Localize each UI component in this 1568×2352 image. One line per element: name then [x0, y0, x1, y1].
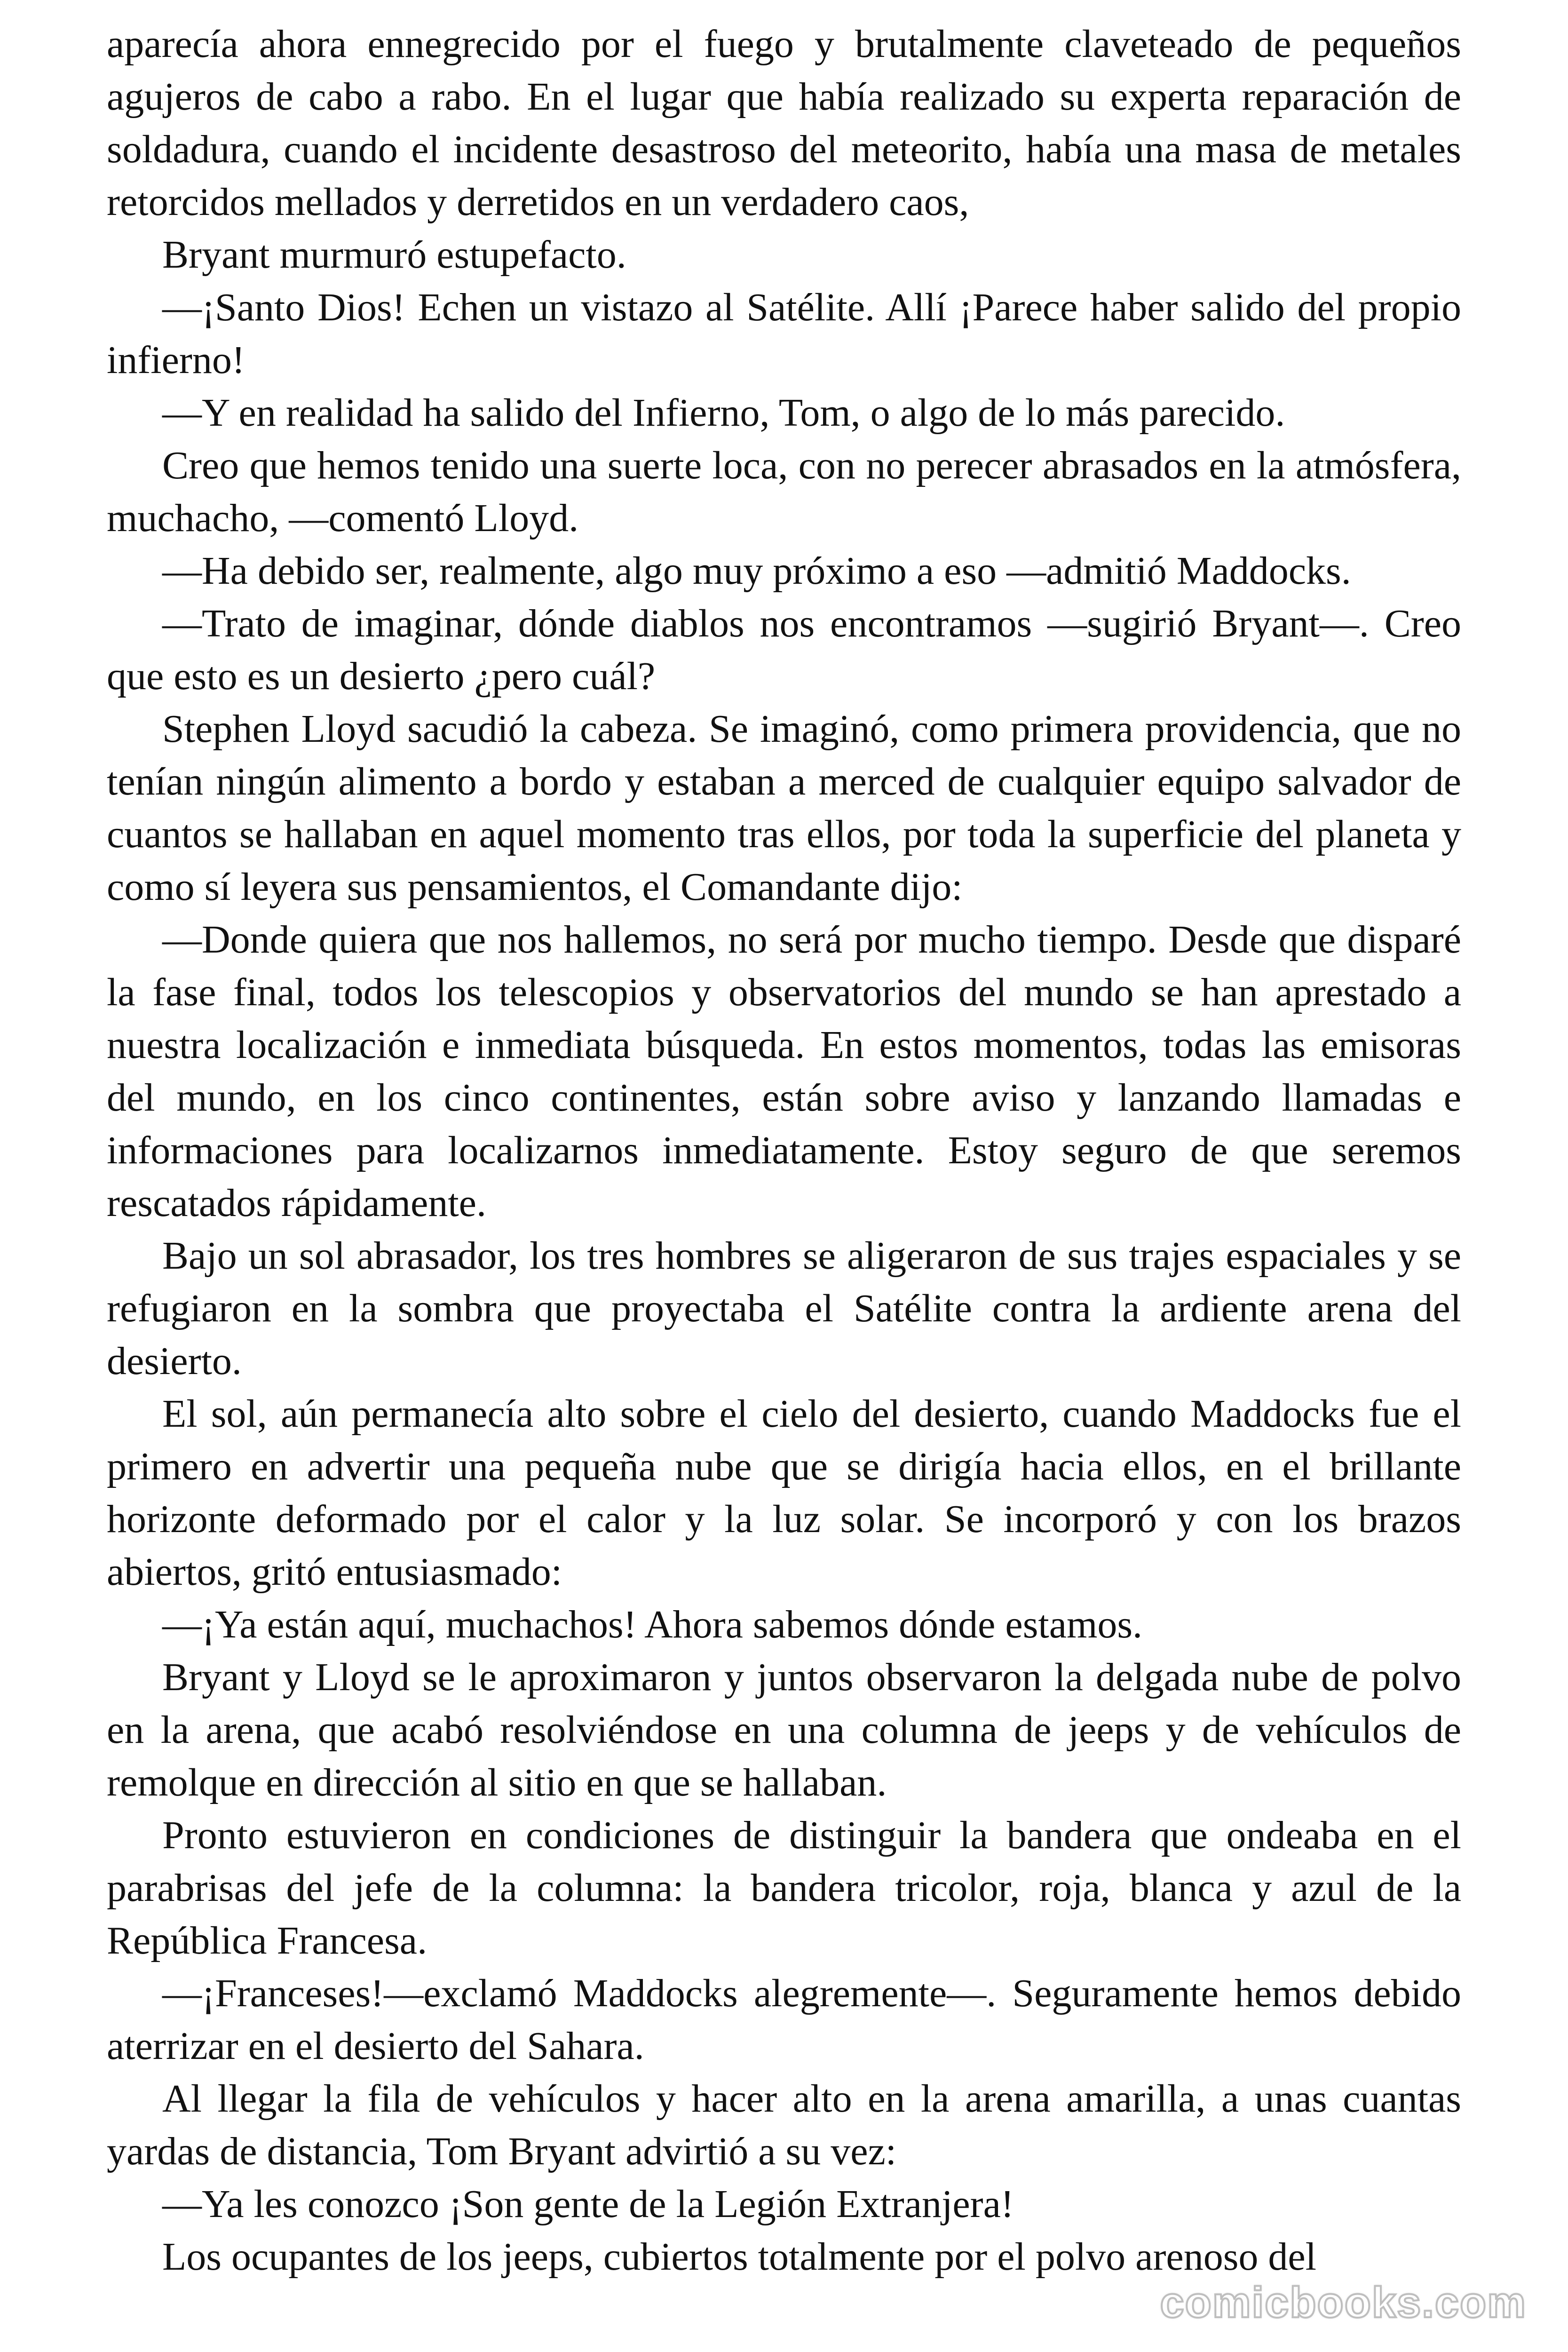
paragraph: —Donde quiera que nos hallemos, no será por mucho tiempo. Desde que disparé la fase final, todos los telescopios y observatorios del mundo se han aprestado a nuestra localización e inmediata búsqueda. En estos momentos, todas las emisoras del mundo, en los cinco continentes, están sobre aviso y lanzando llamadas e informaciones para localizarnos inmediatamente. Estoy seguro de que seremos rescatados rápidamente. — [107, 918, 1461, 1225]
paragraph: Stephen Lloyd sacudió la cabeza. Se imaginó, como primera providencia, que no tenían ningún alimento a bordo y estaban a merced de cualquier equipo salvador de cuantos se hallaban en aquel momento tras ellos, por toda la superficie del planeta y como sí leyera sus pensamientos, el Comandante dijo: — [107, 707, 1461, 909]
paragraph: —¡Santo Dios! Echen un vistazo al Satélite. Allí ¡Parece haber salido del propio infierno! — [107, 286, 1461, 382]
page-text — [107, 18, 1461, 2332]
paragraph: —¡Ya están aquí, muchachos! Ahora sabemos dónde estamos. — [162, 1603, 1143, 1646]
paragraph: Al llegar la fila de vehículos y hacer alto en la arena amarilla, a unas cuantas yardas de distancia, Tom Bryant advirtió a su vez: — [107, 2077, 1461, 2173]
paragraph: Bryant y Lloyd se le aproximaron y juntos observaron la delgada nube de polvo en la arena, que acabó resolviéndose en una columna de jeeps y de vehículos de remolque en dirección al sitio en que se hallaban. — [107, 1655, 1461, 1804]
paragraph: Creo que hemos tenido una suerte loca, con no perecer abrasados en la atmósfera, muchacho, —comentó Lloyd. — [107, 444, 1461, 540]
paragraph: El sol, aún permanecía alto sobre el cielo del desierto, cuando Maddocks fue el primero en advertir una pequeña nube que se dirigía hacia ellos, en el brillante horizonte deformado por el calor y la luz solar. Se incorporó y con los brazos abiertos, gritó entusiasmado: — [107, 1392, 1461, 1594]
paragraph: —Ha debido ser, realmente, algo muy próximo a eso —admitió Maddocks. — [162, 549, 1351, 593]
paragraph: —Y en realidad ha salido del Infierno, Tom, o algo de lo más parecido. — [162, 391, 1285, 435]
paragraph-continued: aparecía ahora ennegrecido por el fuego y brutalmente claveteado de pequeños agujeros de cabo a rabo. En el lugar que había realizado su experta reparación de soldadura, cuando el incidente desastroso del meteorito, había una masa de metales retorcidos mellados y derretidos en un verdadero caos, — [107, 22, 1461, 224]
paragraph: Pronto estuvieron en condiciones de distinguir la bandera que ondeaba en el parabrisas del jefe de la columna: la bandera tricolor, roja, blanca y azul de la República Francesa. — [107, 1813, 1461, 1963]
paragraph: —Trato de imaginar, dónde diablos nos encontramos —sugirió Bryant—. Creo que esto es un desierto ¿pero cuál? — [107, 602, 1461, 698]
paragraph: Bajo un sol abrasador, los tres hombres se aligeraron de sus trajes espaciales y se refugiaron en la sombra que proyectaba el Satélite contra la ardiente arena del desierto. — [107, 1234, 1461, 1383]
paragraph: Los ocupantes de los jeeps, cubiertos totalmente por el polvo arenoso del — [162, 2235, 1317, 2279]
watermark: comicbooks.com — [1160, 2279, 1527, 2327]
paragraph: —Ya les conozco ¡Son gente de la Legión Extranjera! — [162, 2182, 1014, 2226]
paragraph: —¡Franceses!—exclamó Maddocks alegremente—. Seguramente hemos debido aterrizar en el desierto del Sahara. — [107, 1971, 1461, 2068]
paragraph: Bryant murmuró estupefacto. — [162, 233, 626, 277]
